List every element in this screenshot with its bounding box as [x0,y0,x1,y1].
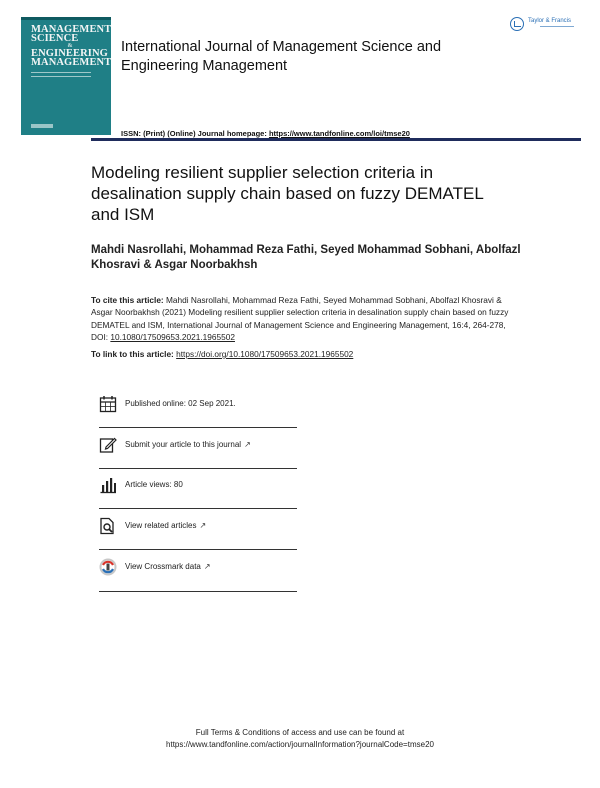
crossmark-link[interactable] [125,562,211,571]
publisher-logo-icon [510,17,524,31]
info-divider [99,427,297,428]
citation-label: To cite this article: [91,295,164,305]
edit-icon [99,436,117,454]
external-link-icon: ↗ [199,521,207,530]
cover-title-line: SCIENCE [31,33,79,44]
cover-decoration [31,72,91,77]
article-views-item [99,476,299,508]
footer [0,727,600,751]
journal-homepage-link[interactable]: https://www.tandfonline.com/loi/tmse20 [268,129,410,138]
submit-article-link[interactable] [125,440,251,449]
publisher-logo[interactable] [510,16,582,36]
cover-title-line: MANAGEMENT [31,24,111,35]
cover-title-ampersand: & [67,43,73,49]
published-online-text: Published online: 02 Sep 2021. [125,399,236,408]
info-divider [99,468,297,469]
article-link-line [91,349,521,359]
submit-article-text: Submit your article to this journal [125,440,242,449]
external-link-icon: ↗ [244,440,251,449]
related-articles-item[interactable] [99,517,299,549]
cover-title [31,25,109,67]
related-articles-text: View related articles [125,521,197,530]
info-divider [99,508,297,509]
info-divider [99,549,297,550]
issn-text: ISSN: (Print) (Online) Journal homepage: [121,129,269,138]
cover-title-line: ENGINEERING [31,48,108,59]
document-search-icon [99,517,117,535]
publisher-logo-text: Taylor & Francis [528,18,572,24]
citation-block [91,294,521,343]
info-divider [99,591,297,592]
submit-article-item[interactable] [99,436,299,468]
citation-text: Mahdi Nasrollahi, Mohammad Reza Fathi, Seyed Mohammad Sobhani, Abolfazl Khosravi & Asgar Noorbakhsh (2021) Modeling resilient supplier selection criteria in desalination supply chain based on fuzzy DEMATEL and ISM, International Journal of Management Science and Engineering Management, 16:4, 264-278, DOI: [91,295,509,342]
article-title: Modeling resilient supplier selection criteria in desalination supply chain based on fuzzy DEMATEL and ISM [91,163,484,224]
crossmark-text: View Crossmark data [125,562,201,571]
journal-title: International Journal of Management Science and Engineering Management [121,39,442,74]
journal-cover [21,17,111,135]
external-link-icon: ↗ [203,562,211,571]
cover-top-band [21,17,111,20]
publisher-logo-underline [540,26,574,27]
article-views-text: Article views: 80 [125,480,183,489]
related-articles-link[interactable] [125,521,206,530]
cover-publisher-mark [31,124,53,128]
bar-chart-icon [99,476,117,494]
crossmark-icon [99,558,117,576]
crossmark-item[interactable] [99,558,299,590]
cover-title-line: MANAGEMENT [31,57,111,68]
published-online-item [99,395,299,427]
footer-terms-link[interactable]: https://www.tandfonline.com/action/journalInformation?journalCode=tmse20 [166,740,434,749]
citation-doi-link[interactable]: 10.1080/17509653.2021.1965502 [110,331,235,342]
header-divider [91,138,581,141]
footer-terms-text: Full Terms & Conditions of access and use can be found at [195,728,405,737]
article-doi-link[interactable]: https://doi.org/10.1080/17509653.2021.1965502 [176,349,354,359]
article-authors: Mahdi Nasrollahi, Mohammad Reza Fathi, Seyed Mohammad Sobhani, Abolfazl Khosravi & Asgar Noorbakhsh [91,244,521,271]
issn-line [121,129,410,138]
article-link-label: To link to this article: [91,349,177,359]
calendar-icon [99,395,117,413]
